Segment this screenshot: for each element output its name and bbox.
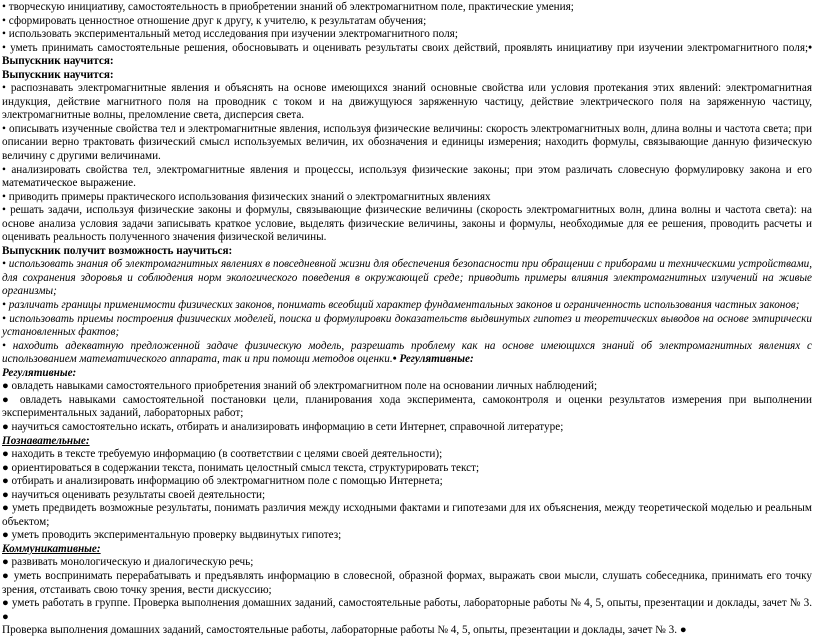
list-item: ● находить в тексте требуемую информацию (в соответствии с целями своей деятельности); (2, 448, 443, 461)
list-item-text: ● уметь работать в группе. (2, 597, 131, 610)
list-item: ● уметь воспринимать перерабатывать и предъявлять информацию в словесной, образной формах, выражать свои мысли, слушать собеседника, принимать его точку зрения, отстаивать свою точку зрения, вести дискуссию; (2, 569, 812, 596)
list-item: • распознавать электромагнитные явления и объяснять на основе имеющихся знаний основные свойства или условия протекания этих явлений: электромагнитная индукция, действие магнитного поля на проводник с током и на движущуюся заряженную частицу, действие электрического поля на заряженную частицу, электромагнитные волны, преломление света, дисперсия света. (2, 82, 812, 122)
list-item: • использовать приемы построения физических моделей, поиска и формулировки доказательств выдвинутых гипотез и теоретических выводов на основе эмпирически установленных фактов; (2, 312, 812, 339)
check-text: Проверка выполнения домашних заданий, самостоятельные работы, лабораторные работы № 4, 5, опыты, презентации и доклады, зачет № 3. (133, 597, 813, 610)
bullet-icon: ● (679, 624, 687, 637)
section-heading-cognitive: Познавательные: (2, 434, 90, 447)
list-item: • использовать экспериментальный метод исследования при изучении электромагнитного поля; (2, 28, 458, 41)
list-item: • приводить примеры практического использования физических знаний о электромагнитных явлениях (2, 190, 491, 203)
list-item: ● научиться оценивать результаты своей деятельности; (2, 488, 266, 501)
section-heading-opportunity: Выпускник получит возможность научиться: (2, 244, 233, 257)
list-item: ● развивать монологическую и диалогическую речь; (2, 556, 254, 569)
list-item-text: • находить адекватную предложенной задаче физическую модель, разрешать проблему как на основе имеющихся знаний об электромагнитных явлениях с использованием математического аппарата, так и при помощи методов оценки. (2, 339, 812, 366)
list-item: • анализировать свойства тел, электромагнитные явления и процессы, используя физические законы; при этом различать словесную формулировку закона и его математическое выражение. (2, 163, 812, 190)
check-text: Проверка выполнения домашних заданий, самостоятельные работы, лабораторные работы № 4, 5, опыты, презентации и доклады, зачет № 3. (2, 624, 678, 637)
list-item: ● уметь предвидеть возможные результаты, понимать различия между исходными фактами и гипотезами для их объяснения, между теоретической моделью и реальным объектом; (2, 502, 812, 528)
bullet-icon: ● (2, 610, 9, 623)
inline-heading: • Регулятивные: (392, 353, 474, 366)
section-heading-communicative: Коммуникативные: (2, 542, 101, 555)
section-heading-regulative: Регулятивные: (2, 366, 77, 379)
list-item-text: • уметь принимать самостоятельные решения, обосновывать и оценивать результаты своих действий, проявлять инициативу при изучении электромагнитного поля; (2, 41, 809, 54)
check-line (2, 624, 812, 638)
list-item: • сформировать ценностное отношение друг к другу, к учителю, к результатам обучения; (2, 14, 427, 27)
list-item: • творческую инициативу, самостоятельность в приобретении знаний об электромагнитном поле, практические умения; (2, 1, 574, 13)
list-item (2, 42, 812, 69)
list-item (2, 597, 812, 624)
list-item: ● овладеть навыками самостоятельной постановки цели, планирования хода эксперимента, самоконтроля и оценки результатов измерения при выполнении экспериментальных заданий, лабораторных работ; (2, 393, 812, 420)
list-item: ● научиться самостоятельно искать, отбирать и анализировать информацию в сети Интернет, справочной литературе; (2, 420, 564, 433)
list-item: • описывать изученные свойства тел и электромагнитные явления, используя физические величины: скорость электромагнитных волн, длина волны и частота света; при описании верно трактовать физический смысл используемых величин, их обозначения и единицы измерения; находить формулы, связывающие данную физическую величину с другими величинами. (2, 122, 812, 163)
list-item: • различать границы применимости физических законов, понимать всеобщий характер фундаментальных законов и ограниченность использования частных законов; (2, 299, 800, 312)
list-item: ● овладеть навыками самостоятельного приобретения знаний об электромагнитном поле на основании личных наблюдений; (2, 380, 598, 393)
list-item (2, 340, 812, 367)
list-item: ● ориентироваться в содержании текста, понимать целостный смысл текста, структурировать текст; (2, 461, 480, 474)
section-heading-learn: Выпускник научится: (2, 68, 114, 81)
list-item: • использовать знания об электромагнитных явлениях в повседневной жизни для обеспечения безопасности при обращении с приборами и техническими устройствами, для сохранения здоровья и соблюдения норм экологического поведения в окружающей среде; приводить примеры влияния электромагнитных излучений на живые организмы; (2, 258, 812, 298)
list-item: ● уметь проводить экспериментальную проверку выдвинутых гипотез; (2, 529, 342, 542)
inline-heading: • Выпускник научится: (2, 41, 812, 68)
list-item: ● отбирать и анализировать информацию об электромагнитном поле с помощью Интернета; (2, 475, 443, 488)
list-item: • решать задачи, используя физические законы и формулы, связывающие физические величины (скорость электромагнитных волн, длина волны и частота света): на основе анализа условия задачи записывать краткое условие, выделять физические величины, законы и формулы, необходимые для ее решения, проводить расчеты и оценивать реальность полученного значения физической величины. (2, 204, 812, 244)
